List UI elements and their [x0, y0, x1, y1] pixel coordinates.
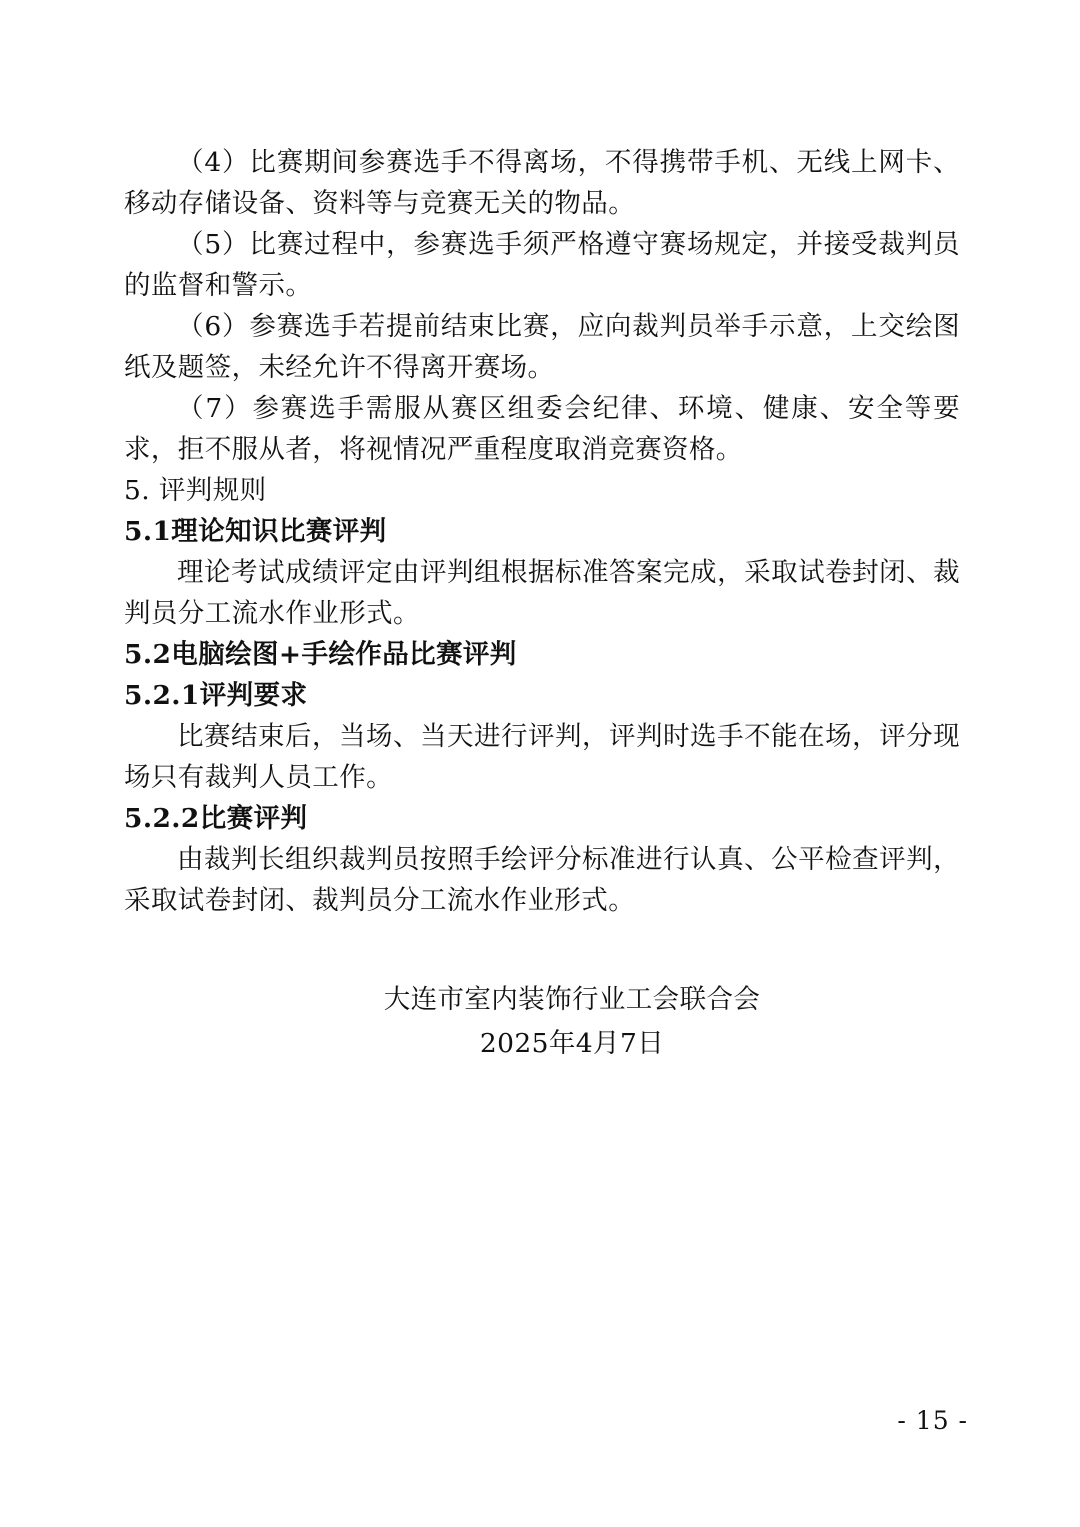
signature-date: 2025年4月7日: [479, 1028, 665, 1059]
paragraph-5: （5）比赛过程中，参赛选手须严格遵守赛场规定，并接受裁判员的监督和警示。: [124, 229, 960, 301]
paragraph-4: （4）比赛期间参赛选手不得离场，不得携带手机、无线上网卡、移动存储设备、资料等与竞赛无关的物品。: [124, 147, 960, 219]
paragraph-7: （7）参赛选手需服从赛区组委会纪律、环境、健康、安全等要求，拒不服从者，将视情况严重程度取消竞赛资格。: [124, 393, 960, 465]
paragraph-5-1-body: 理论考试成绩评定由评判组根据标准答案完成，采取试卷封闭、裁判员分工流水作业形式。: [124, 557, 960, 629]
page-number: - 15 -: [897, 1406, 968, 1435]
signature-block: [124, 978, 960, 1066]
heading-5-1: 5.1理论知识比赛评判: [124, 516, 387, 547]
paragraph-5-2-2-body: 由裁判长组织裁判员按照手绘评分标准进行认真、公平检查评判，采取试卷封闭、裁判员分工流水作业形式。: [124, 844, 960, 916]
heading-5-2: 5.2电脑绘图+手绘作品比赛评判: [124, 639, 517, 670]
signature-organization: 大连市室内装饰行业工会联合会: [383, 984, 761, 1015]
heading-5-2-2: 5.2.2比赛评判: [124, 803, 308, 834]
document-body: [124, 142, 960, 921]
paragraph-5-2-1-body: 比赛结束后，当场、当天进行评判，评判时选手不能在场，评分现场只有裁判人员工作。: [124, 721, 960, 793]
paragraph-6: （6）参赛选手若提前结束比赛，应向裁判员举手示意，上交绘图纸及题签，未经允许不得离开赛场。: [124, 311, 960, 383]
heading-5-2-1: 5.2.1评判要求: [124, 680, 308, 711]
heading-5: 5. 评判规则: [124, 475, 267, 506]
